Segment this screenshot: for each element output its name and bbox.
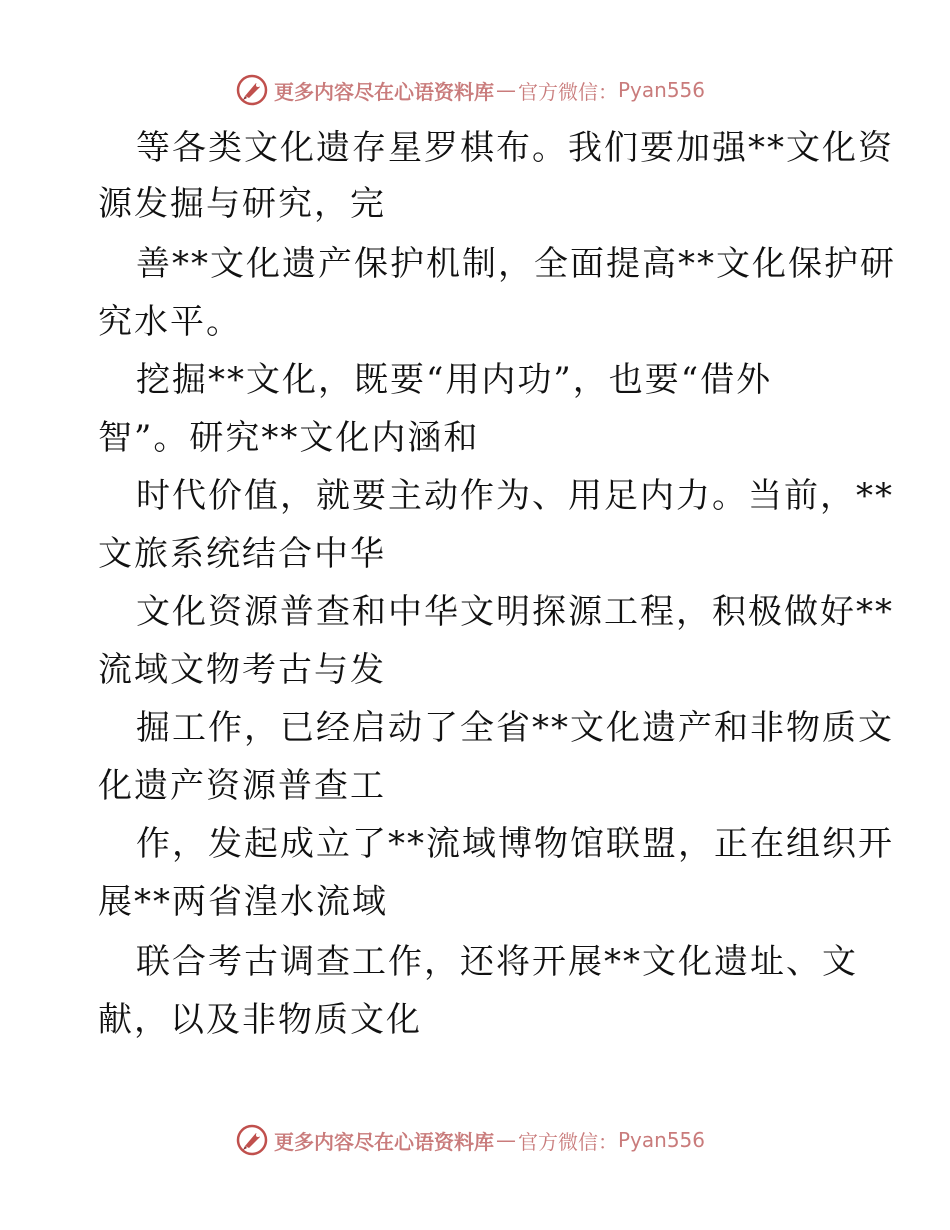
text-line-9: 文化资源普查和中华文明探源工程，积极做好** (136, 592, 894, 632)
text-line-11: 掘工作，已经启动了全省**文化遗产和非物质文 (136, 708, 894, 748)
watermark-wechat-id: Pyan556 (618, 78, 706, 102)
watermark-sub-text: 官方微信： (518, 1129, 618, 1154)
text-line-6: 智”。研究**文化内涵和 (98, 418, 480, 458)
text-line-14: 展**两省湟水流域 (98, 882, 388, 922)
text-line-3: 善**文化遗产保护机制，全面提高**文化保护研 (136, 244, 896, 284)
watermark-dash: — (496, 78, 516, 102)
text-line-16: 献，以及非物质文化 (98, 1000, 422, 1040)
text-line-8: 文旅系统结合中华 (98, 534, 386, 574)
text-line-2: 源发掘与研究，完 (98, 184, 386, 224)
header-watermark (236, 72, 705, 108)
text-line-12: 化遗产资源普查工 (98, 766, 386, 806)
pen-logo-icon (236, 1124, 268, 1156)
text-line-15: 联合考古调查工作，还将开展**文化遗址、文 (136, 942, 858, 982)
text-line-10: 流域文物考古与发 (98, 650, 386, 690)
watermark-sub-text: 官方微信： (518, 79, 618, 104)
watermark-main-text: 更多内容尽在心语资料库 (274, 1129, 494, 1154)
footer-watermark (236, 1122, 705, 1158)
text-line-7: 时代价值，就要主动作为、用足内力。当前，** (136, 476, 894, 516)
watermark-wechat-id: Pyan556 (618, 1128, 706, 1152)
text-line-4: 究水平。 (98, 302, 242, 342)
text-line-5: 挖掘**文化，既要“用内功”，也要“借外 (136, 360, 773, 400)
pen-logo-icon (236, 74, 268, 106)
watermark-main-text: 更多内容尽在心语资料库 (274, 79, 494, 104)
text-line-13: 作，发起成立了**流域博物馆联盟，正在组织开 (136, 824, 894, 864)
watermark-dash: — (496, 1128, 516, 1152)
text-line-1: 等各类文化遗存星罗棋布。我们要加强**文化资 (136, 128, 894, 168)
